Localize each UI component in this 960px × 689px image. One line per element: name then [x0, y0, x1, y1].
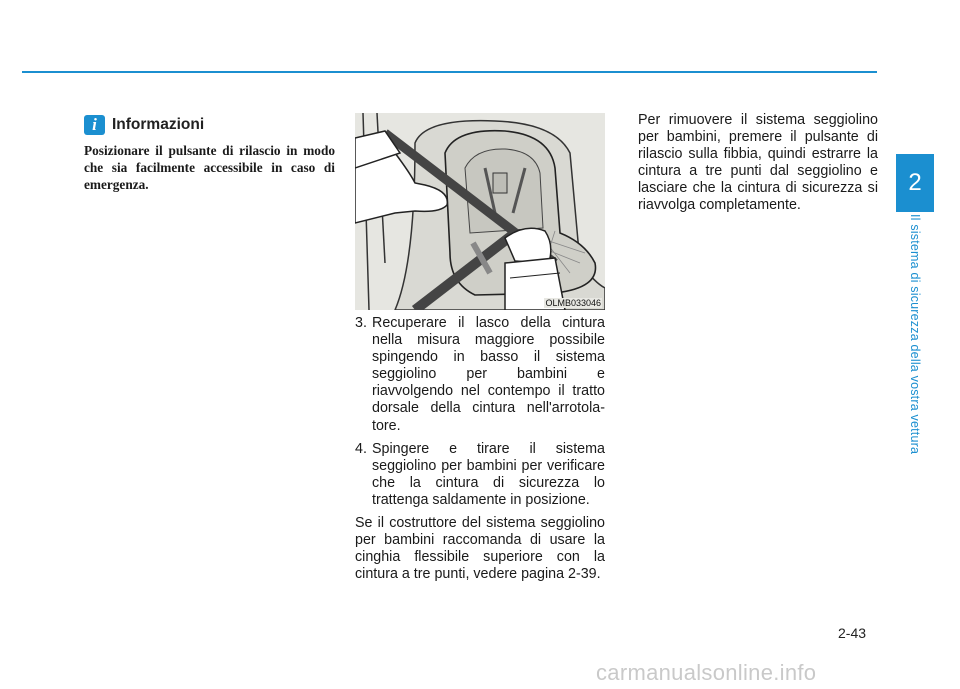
watermark: carmanualsonline.info — [596, 660, 817, 685]
child-seat-drawing — [355, 113, 605, 310]
step-4 — [355, 441, 605, 509]
info-heading — [84, 114, 204, 136]
info-body: Posizionare il pulsante di rilascio in modo che sia facilmente accessibile in caso di emergenza. — [84, 143, 335, 192]
chapter-number-tab: 2 — [896, 154, 934, 212]
child-seat-illustration — [355, 113, 605, 310]
chapter-title: Il sistema di sicurezza della vostra vettura — [908, 214, 922, 455]
header-rule — [22, 71, 877, 73]
right-column — [638, 112, 878, 215]
step-text: Spingere e tirare il sistema seggiolino per bambini per verificare che la cintura di sicurezza lo trattenga saldamente in posizione. — [372, 440, 605, 508]
page-number: 2-43 — [838, 625, 867, 641]
removal-instructions: Per rimuovere il sistema seggiolino per bambini, premere il pulsante di rilascio sulla fibbia, quindi estrarre la cintura a tre punti dal seggiolino e lasciare che la cintura di sicurezza si riavvolga completamente. — [638, 112, 878, 214]
step-text: Recuperare il lasco della cintura nella misura maggiore possibile spingendo in basso il sistema seggiolino per bambini e riavvolgendo nel contempo il tratto dorsale della cintura nell'arrotola-tore. — [372, 315, 605, 434]
middle-column — [355, 315, 605, 583]
tether-note: Se il costruttore del sistema seggiolino per bambini raccomanda di usare la cinghia flessibile superiore con la cintura a tre punti, vedere pagina 2-39. — [355, 515, 605, 583]
figure-code: OLMB033046 — [545, 298, 601, 308]
info-title: Informazioni — [112, 116, 205, 133]
info-icon: i — [84, 115, 105, 135]
step-number: 3. — [355, 315, 367, 331]
step-3 — [355, 315, 605, 435]
step-number: 4. — [355, 440, 367, 457]
